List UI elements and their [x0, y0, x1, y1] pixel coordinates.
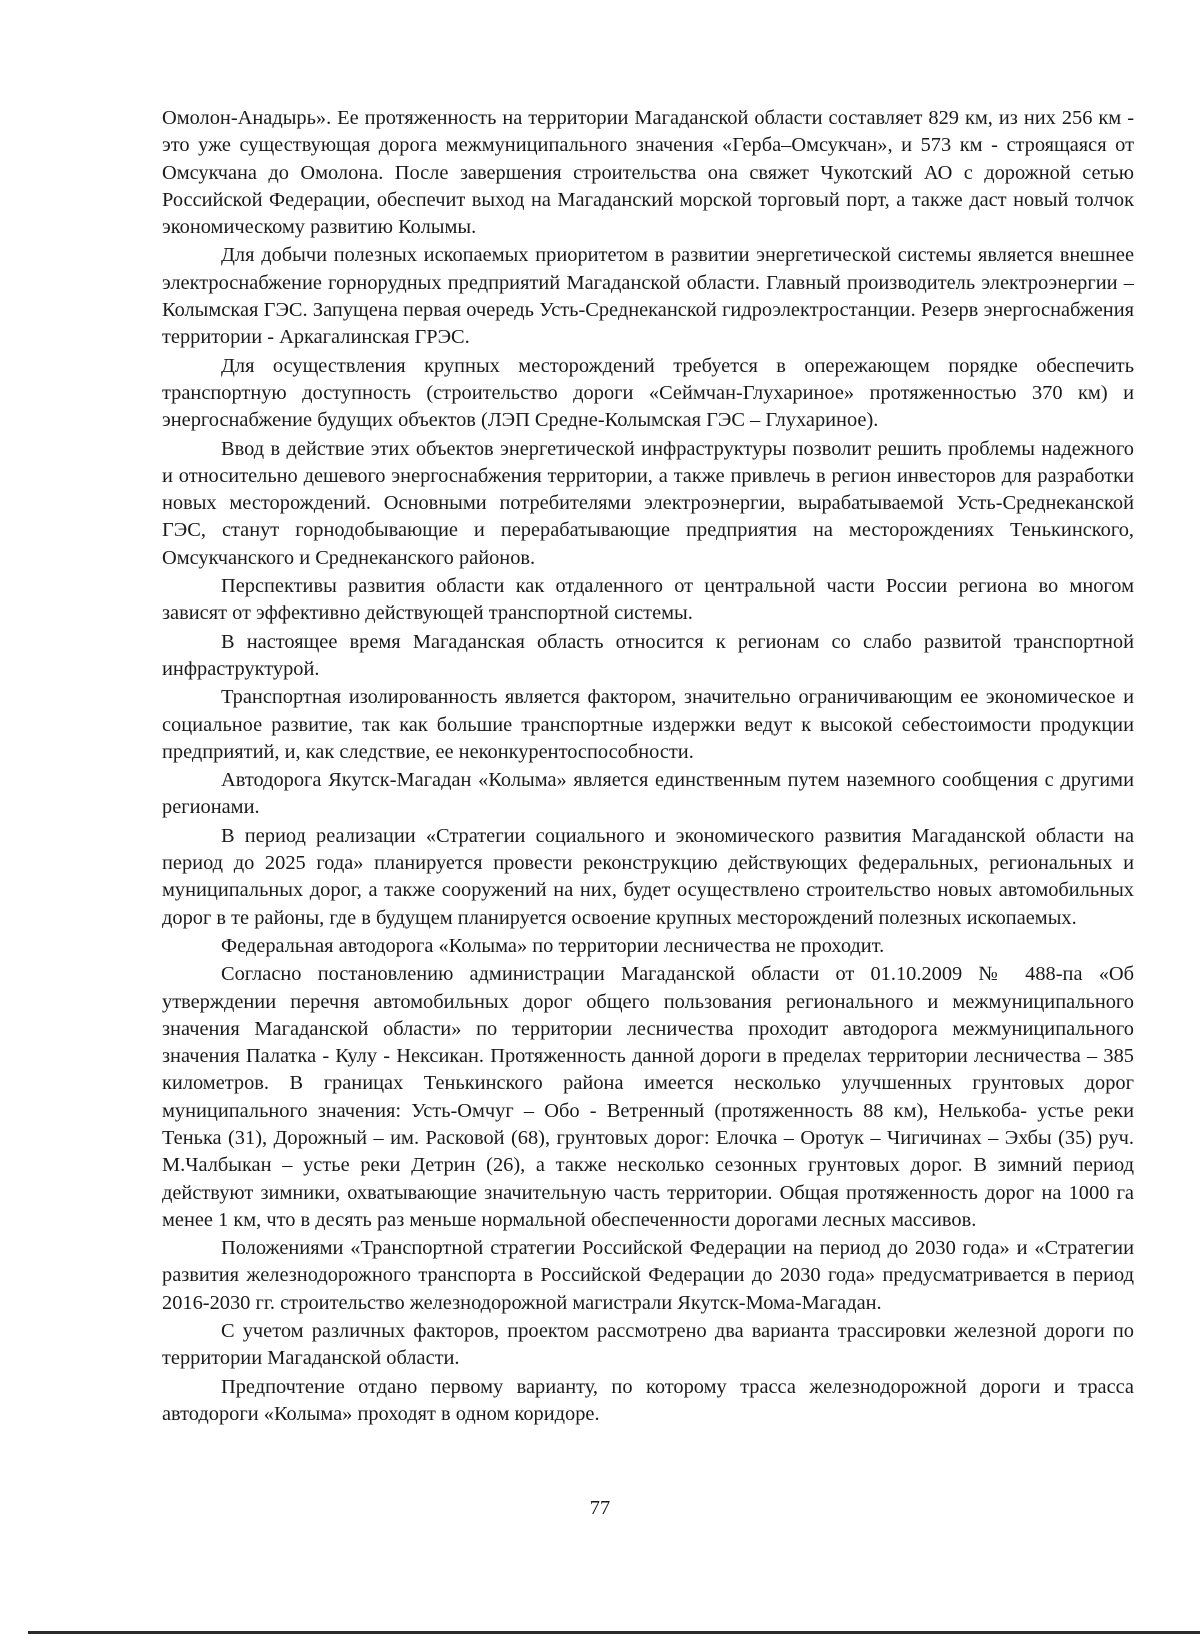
- bottom-rule: [28, 1631, 1200, 1634]
- paragraph-11: Согласно постановлению администрации Магаданской области от 01.10.2009 № 488-па «Об утверждении перечня автомобильных дорог общего пользования регионального и межмуниципального значения Магаданской области» по территории лесничества проходит автодорога межмуниципального значения Палатка - Кулу - Нексикан. Протяженность данной дороги в пределах территории лесничества – 385 километров. В границах Тенькинского района имеется несколько улучшенных грунтовых дорог муниципального значения: Усть-Омчуг – Обо - Ветренный (протяженность 88 км), Нелькоба- устье реки Тенька (31), Дорожный – им. Расковой (68), грунтовых дорог: Елочка – Оротук – Чигичинах – Эхбы (35) руч. М.Чалбыкан – устье реки Детрин (26), а также несколько сезонных грунтовых дорог. В зимний период действуют зимники, охватывающие значительную часть территории. Общая протяженность дорог на 1000 га менее 1 км, что в десять раз меньше нормальной обеспеченности дорогами лесных массивов.: [162, 963, 1134, 1231]
- paragraph-4: Ввод в действие этих объектов энергетической инфраструктуры позволит решить проблемы надежного и относительно дешевого энергоснабжения территории, а также привлечь в регион инвесторов для разработки новых месторождений. Основными потребителями электроэнергии, вырабатываемой Усть-Среднеканской ГЭС, станут горнодобывающие и перерабатывающие предприятия на месторождениях Тенькинского, Омсукчанского и Среднеканского районов.: [162, 437, 1134, 569]
- paragraph-8: Автодорога Якутск-Магадан «Колыма» является единственным путем наземного сообщения с другими регионами.: [162, 769, 1134, 819]
- paragraph-5: Перспективы развития области как отдаленного от центральной части России региона во многом зависят от эффективно действующей транспортной системы.: [162, 575, 1134, 625]
- body-text: [162, 105, 1134, 1429]
- paragraph-9: В период реализации «Стратегии социального и экономического развития Магаданской области на период до 2025 года» планируется провести реконструкцию действующих федеральных, региональных и муниципальных дорог, а также сооружений на них, будет осуществлено строительство новых автомобильных дорог в те районы, где в будущем планируется освоение крупных месторождений полезных ископаемых.: [162, 824, 1134, 929]
- paragraph-14: Предпочтение отдано первому варианту, по которому трасса железнодорожной дороги и трасса автодороги «Колыма» проходят в одном коридоре.: [162, 1375, 1134, 1425]
- paragraph-13: С учетом различных факторов, проектом рассмотрено два варианта трассировки железной дороги по территории Магаданской области.: [162, 1320, 1134, 1370]
- paragraph-1: Омолон-Анадырь». Ее протяженность на территории Магаданской области составляет 829 км, из них 256 км - это уже существующая дорога межмуниципального значения «Герба–Омсукчан», и 573 км - строящаяся от Омсукчана до Омолона. После завершения строительства она свяжет Чукотский АО с дорожной сетью Российской Федерации, обеспечит выход на Магаданский морской торговый порт, а также даст новый толчок экономическому развитию Колымы.: [162, 107, 1134, 239]
- paragraph-6: В настоящее время Магаданская область относится к регионам со слабо развитой транспортной инфраструктурой.: [162, 630, 1134, 680]
- paragraph-10: Федеральная автодорога «Колыма» по территории лесничества не проходит.: [221, 934, 885, 957]
- paragraph-3: Для осуществления крупных месторождений требуется в опережающем порядке обеспечить транспортную доступность (строительство дороги «Сеймчан-Глухариное» протяженностью 370 км) и энергоснабжение будущих объектов (ЛЭП Средне-Колымская ГЭС – Глухариное).: [162, 354, 1134, 432]
- paragraph-2: Для добычи полезных ископаемых приоритетом в развитии энергетической системы является внешнее электроснабжение горнорудных предприятий Магаданской области. Главный производитель электроэнергии – Колымская ГЭС. Запущена первая очередь Усть-Среднеканской гидроэлектростанции. Резерв энергоснабжения территории - Аркагалинская ГРЭС.: [162, 244, 1134, 349]
- paragraph-12: Положениями «Транспортной стратегии Российской Федерации на период до 2030 года» и «Стратегии развития железнодорожного транспорта в Российской Федерации до 2030 года» предусматривается в период 2016-2030 гг. строительство железнодорожной магистрали Якутск-Мома-Магадан.: [162, 1237, 1134, 1314]
- paragraph-7: Транспортная изолированность является фактором, значительно ограничивающим ее экономическое и социальное развитие, так как большие транспортные издержки ведут к высокой себестоимости продукции предприятий, и, как следствие, ее неконкурентоспособности.: [162, 686, 1134, 763]
- page-number: 77: [589, 1497, 611, 1519]
